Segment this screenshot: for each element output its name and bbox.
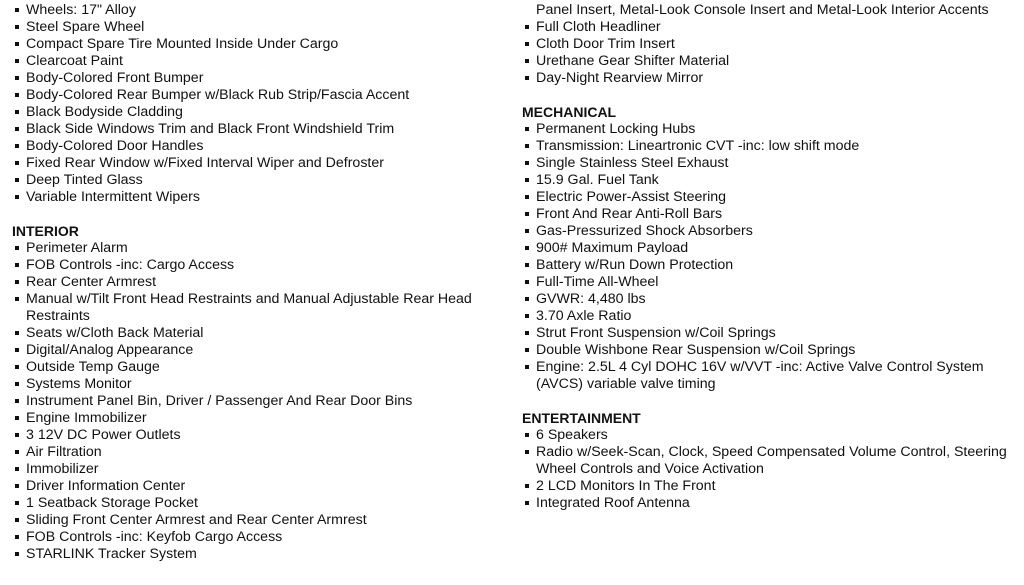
list-item	[12, 36, 512, 53]
list-item	[522, 206, 1018, 223]
bullet-icon	[525, 25, 529, 29]
interior-continued-list	[522, 0, 1018, 87]
list-item-text: Full Cloth Headliner	[536, 19, 661, 35]
list-item	[522, 342, 1018, 359]
mechanical-heading: MECHANICAL	[522, 104, 617, 120]
list-item	[12, 19, 512, 36]
bullet-icon	[15, 348, 19, 352]
bullet-icon	[15, 331, 19, 335]
list-item	[12, 546, 512, 563]
bullet-icon	[15, 25, 19, 29]
list-item-text: Radio w/Seek-Scan, Clock, Speed Compensated Volume Control, Steering Wheel Controls and Voice Activation	[536, 444, 1007, 477]
list-item-text: Systems Monitor	[26, 376, 132, 392]
list-item-text: Day-Night Rearview Mirror	[536, 70, 704, 86]
right-column	[522, 0, 1018, 512]
bullet-icon	[15, 195, 19, 199]
bullet-icon	[525, 127, 529, 131]
bullet-icon	[15, 144, 19, 148]
list-item	[522, 240, 1018, 257]
bullet-icon	[15, 161, 19, 165]
bullet-icon	[15, 518, 19, 522]
bullet-icon	[525, 161, 529, 165]
list-item	[522, 19, 1018, 36]
bullet-icon	[15, 484, 19, 488]
list-item-text: 15.9 Gal. Fuel Tank	[536, 172, 659, 188]
list-item	[12, 478, 512, 495]
list-item-text: 900# Maximum Payload	[536, 240, 689, 256]
list-item	[12, 189, 512, 206]
bullet-icon	[525, 59, 529, 63]
bullet-icon	[525, 348, 529, 352]
list-item	[12, 172, 512, 189]
list-item-text: Body-Colored Rear Bumper w/Black Rub Strip/Fascia Accent	[26, 87, 410, 103]
list-item	[12, 291, 512, 325]
list-item	[12, 155, 512, 172]
list-item	[522, 0, 1018, 19]
list-item	[522, 223, 1018, 240]
list-item-text: Clearcoat Paint	[26, 53, 123, 69]
interior-list	[12, 240, 512, 563]
bullet-icon	[15, 297, 19, 301]
list-item	[522, 291, 1018, 308]
list-item-text: Engine: 2.5L 4 Cyl DOHC 16V w/VVT -inc: Active Valve Control System (AVCS) variable valve timing	[536, 359, 984, 392]
interior-heading: INTERIOR	[12, 223, 79, 239]
mechanical-list	[522, 121, 1018, 393]
exterior-section	[12, 0, 512, 206]
entertainment-section	[522, 410, 1018, 512]
list-item-text: Driver Information Center	[26, 478, 186, 494]
list-item-text: Permanent Locking Hubs	[536, 121, 696, 137]
bullet-icon	[15, 416, 19, 420]
bullet-icon	[15, 178, 19, 182]
list-item	[522, 478, 1018, 495]
list-item	[12, 359, 512, 376]
bullet-icon	[525, 484, 529, 488]
list-item	[522, 274, 1018, 291]
list-item-text: Instrument Panel Bin, Driver / Passenger And Rear Door Bins	[26, 393, 413, 409]
list-item-text: Body-Colored Door Handles	[26, 138, 204, 154]
list-item	[522, 325, 1018, 342]
list-item	[12, 138, 512, 155]
list-item	[12, 70, 512, 87]
bullet-icon	[525, 263, 529, 267]
bullet-icon	[15, 42, 19, 46]
list-item-text: Cloth Door Trim Insert	[536, 36, 675, 52]
bullet-icon	[15, 76, 19, 80]
list-item-text: Body-Colored Front Bumper	[26, 70, 204, 86]
list-item-text: Manual w/Tilt Front Head Restraints and Manual Adjustable Rear Head Restraints	[26, 291, 472, 324]
list-item	[12, 512, 512, 529]
list-item-text: Sliding Front Center Armrest and Rear Center Armrest	[26, 512, 367, 528]
bullet-icon	[15, 110, 19, 114]
list-item-text: 3 12V DC Power Outlets	[26, 427, 181, 443]
list-item	[12, 461, 512, 478]
list-item	[12, 410, 512, 427]
bullet-icon	[15, 467, 19, 471]
list-item	[522, 70, 1018, 87]
bullet-icon	[15, 93, 19, 97]
list-item-text: Seats w/Cloth Back Material	[26, 325, 204, 341]
bullet-icon	[15, 365, 19, 369]
list-item-text: Immobilizer	[26, 461, 99, 477]
list-item-text: Gas-Pressurized Shock Absorbers	[536, 223, 753, 239]
left-column	[12, 0, 512, 563]
list-item-text: Rear Center Armrest	[26, 274, 157, 290]
list-item	[12, 325, 512, 342]
bullet-icon	[525, 246, 529, 250]
list-item-text: Urethane Gear Shifter Material	[536, 53, 730, 69]
bullet-icon	[15, 501, 19, 505]
bullet-icon	[525, 433, 529, 437]
bullet-icon	[15, 399, 19, 403]
entertainment-list	[522, 427, 1018, 512]
list-item-text: Panel Insert, Metal-Look Console Insert and Metal-Look Interior Accents	[536, 2, 989, 18]
list-item	[522, 444, 1018, 478]
bullet-icon	[525, 212, 529, 216]
list-item	[12, 121, 512, 138]
bullet-icon	[525, 195, 529, 199]
list-item-text: Compact Spare Tire Mounted Inside Under Cargo	[26, 36, 339, 52]
list-item	[522, 138, 1018, 155]
interior-continued-section	[522, 0, 1018, 87]
bullet-icon	[525, 42, 529, 46]
list-item	[12, 427, 512, 444]
list-item-text: 6 Speakers	[536, 427, 608, 443]
list-item-text: Strut Front Suspension w/Coil Springs	[536, 325, 776, 341]
bullet-icon	[15, 127, 19, 131]
bullet-icon	[525, 331, 529, 335]
list-item	[522, 53, 1018, 70]
list-item-text: Fixed Rear Window w/Fixed Interval Wiper and Defroster	[26, 155, 384, 171]
entertainment-heading: ENTERTAINMENT	[522, 410, 641, 426]
list-item-text: 2 LCD Monitors In The Front	[536, 478, 716, 494]
list-item	[12, 2, 512, 19]
list-item-text: Deep Tinted Glass	[26, 172, 143, 188]
list-item	[12, 342, 512, 359]
list-item	[522, 308, 1018, 325]
list-item	[522, 36, 1018, 53]
list-item-text: FOB Controls -inc: Cargo Access	[26, 257, 235, 273]
bullet-icon	[525, 314, 529, 318]
list-item-text: STARLINK Tracker System	[26, 546, 197, 562]
list-item	[12, 257, 512, 274]
list-item	[522, 257, 1018, 274]
bullet-icon	[525, 280, 529, 284]
bullet-icon	[15, 552, 19, 556]
list-item	[522, 189, 1018, 206]
list-item	[12, 240, 512, 257]
list-item-text: Electric Power-Assist Steering	[536, 189, 727, 205]
list-item-text: Digital/Analog Appearance	[26, 342, 194, 358]
list-item-text: Double Wishbone Rear Suspension w/Coil Springs	[536, 342, 856, 358]
list-item-text: Air Filtration	[26, 444, 102, 460]
list-item	[12, 87, 512, 104]
bullet-icon	[15, 280, 19, 284]
list-item	[522, 172, 1018, 189]
bullet-icon	[15, 263, 19, 267]
list-item-text: Perimeter Alarm	[26, 240, 128, 256]
list-item	[522, 495, 1018, 512]
bullet-icon	[525, 297, 529, 301]
list-item	[522, 359, 1018, 393]
list-item-text: Black Bodyside Cladding	[26, 104, 183, 120]
list-item-text: Front And Rear Anti-Roll Bars	[536, 206, 723, 222]
list-item	[12, 53, 512, 70]
mechanical-section	[522, 104, 1018, 393]
bullet-icon	[525, 76, 529, 80]
list-item-text: Integrated Roof Antenna	[536, 495, 690, 511]
bullet-icon	[525, 501, 529, 505]
list-item	[522, 121, 1018, 138]
list-item-text: Steel Spare Wheel	[26, 19, 145, 35]
list-item	[12, 495, 512, 512]
bullet-icon	[15, 246, 19, 250]
bullet-icon	[525, 178, 529, 182]
list-item	[12, 376, 512, 393]
list-item	[522, 155, 1018, 172]
list-item-text: Variable Intermittent Wipers	[26, 189, 200, 205]
bullet-icon	[15, 8, 19, 12]
bullet-icon	[15, 382, 19, 386]
list-item-text: Transmission: Lineartronic CVT -inc: low shift mode	[536, 138, 860, 154]
list-item-text: Engine Immobilizer	[26, 410, 147, 426]
list-item-text: 3.70 Axle Ratio	[536, 308, 632, 324]
exterior-list	[12, 0, 512, 206]
list-item	[12, 444, 512, 461]
list-item-text: Outside Temp Gauge	[26, 359, 160, 375]
list-item	[12, 104, 512, 121]
list-item	[12, 529, 512, 546]
bullet-icon	[525, 450, 529, 454]
list-item-text	[26, 0, 206, 1]
list-item	[12, 274, 512, 291]
bullet-icon	[15, 59, 19, 63]
list-item-text: GVWR: 4,480 lbs	[536, 291, 646, 307]
interior-section	[12, 223, 512, 563]
list-item	[12, 393, 512, 410]
list-item-text: 1 Seatback Storage Pocket	[26, 495, 198, 511]
list-item-text: Black Side Windows Trim and Black Front Windshield Trim	[26, 121, 395, 137]
bullet-icon	[15, 433, 19, 437]
list-item-text: Full-Time All-Wheel	[536, 274, 659, 290]
list-item	[522, 427, 1018, 444]
bullet-icon	[525, 144, 529, 148]
bullet-icon	[525, 229, 529, 233]
list-item-text: FOB Controls -inc: Keyfob Cargo Access	[26, 529, 283, 545]
list-item-text: Single Stainless Steel Exhaust	[536, 155, 729, 171]
bullet-icon	[525, 365, 529, 369]
bullet-icon	[15, 535, 19, 539]
list-item-text: Wheels: 17" Alloy	[26, 2, 136, 18]
bullet-icon	[15, 450, 19, 454]
list-item-text: Battery w/Run Down Protection	[536, 257, 734, 273]
